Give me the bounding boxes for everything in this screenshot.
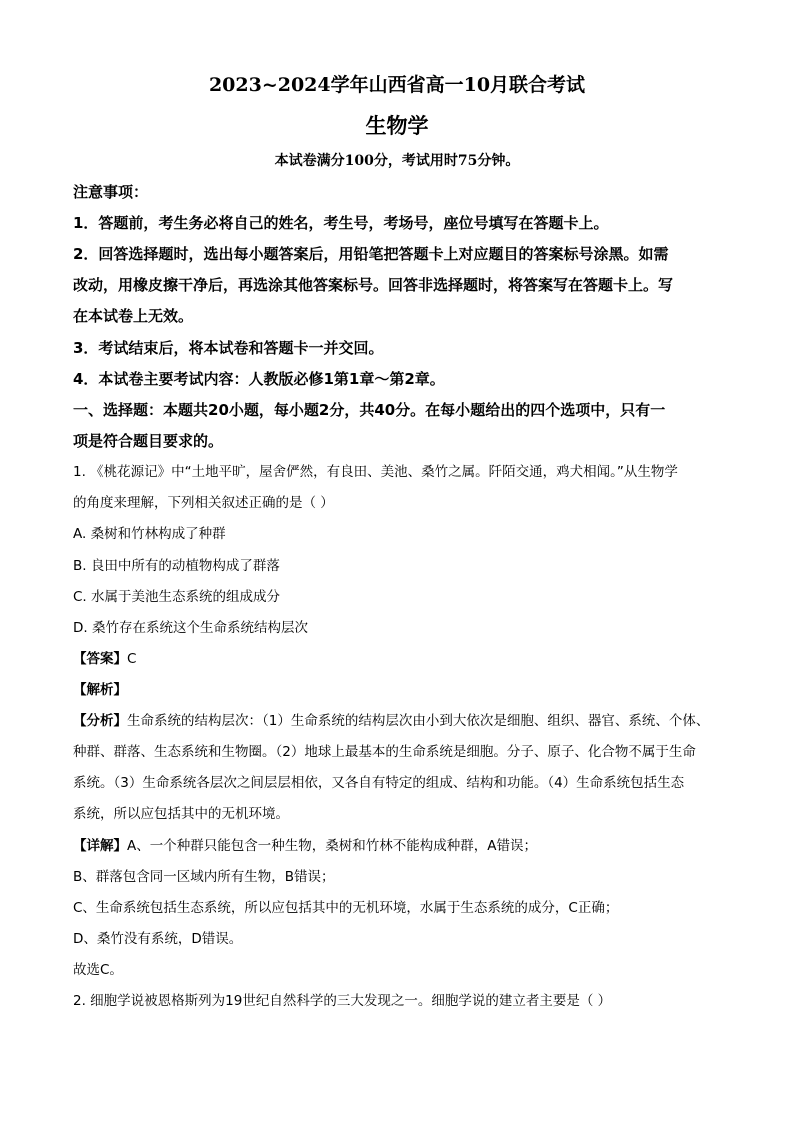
conclusion-line: 故选C。 [73,962,123,978]
exam-title: 2023~2024学年山西省高一10月联合考试 [208,74,586,96]
xiangjie-line: B、群落包含同一区域内所有生物，B错误； [73,869,335,885]
analysis-line [73,680,733,700]
xiangjie-text: A、一个种群只能包含一种生物，桑树和竹林不能构成种群，A错误； [127,838,537,854]
answer-tag: 【答案】 [73,651,127,667]
notice-line: 1．答题前，考生务必将自己的姓名，考生号，考场号，座位号填写在答题卡上。 [73,214,609,232]
option-c: C. 水属于美池生态系统的组成成分 [73,589,281,605]
question-1-stem: 1. 《桃花源记》中“土地平旷，屋舍俨然，有良田、美池、桑竹之属。阡陌交通，鸡犬相闻。”从生物学 [73,464,678,480]
fenxi-line: 系统。（3）生命系统各层次之间层层相依，又各自有特定的组成、结构和功能。（4）生命系统包括生态 [73,775,685,791]
fenxi-line [73,711,733,731]
section-heading: 一、选择题：本题共20小题，每小题2分，共40分。在每小题给出的四个选项中，只有一 [73,401,666,419]
xiangjie-line [73,836,733,856]
notice-heading: 注意事项： [73,183,149,201]
option-b: B. 良田中所有的动植物构成了群落 [73,558,280,574]
option-a: A. 桑树和竹林构成了种群 [73,526,226,542]
xiangjie-line: D、桑竹没有系统，D错误。 [73,931,243,947]
notice-line: 2．回答选择题时，选出每小题答案后，用铅笔把答题卡上对应题目的答案标号涂黑。如需 [73,245,669,263]
fenxi-tag: 【分析】 [73,713,127,729]
fenxi-line: 种群、群落、生态系统和生物圈。（2）地球上最基本的生命系统是细胞。分子、原子、化合物不属于生命 [73,744,696,760]
answer-line [73,649,733,669]
analysis-tag: 【解析】 [73,682,127,698]
notice-line: 4．本试卷主要考试内容：人教版必修1第1章～第2章。 [73,370,445,388]
exam-info: 本试卷满分100分，考试用时75分钟。 [274,153,520,169]
question-2-stem: 2. 细胞学说被恩格斯列为19世纪自然科学的三大发现之一。细胞学说的建立者主要是（ ） [73,993,612,1009]
notice-line: 改动，用橡皮擦干净后，再选涂其他答案标号。回答非选择题时，将答案写在答题卡上。写 [73,276,674,294]
notice-line: 在本试卷上无效。 [73,307,194,325]
notice-line: 3．考试结束后，将本试卷和答题卡一并交回。 [73,339,384,357]
question-1-stem-cont: 的角度来理解，下列相关叙述正确的是（ ） [73,495,334,511]
answer-value: C [127,651,137,667]
subject-title: 生物学 [365,113,429,138]
option-d: D. 桑竹存在系统这个生命系统结构层次 [73,620,308,636]
section-heading-cont: 项是符合题目要求的。 [73,432,224,450]
xiangjie-line: C、生命系统包括生态系统，所以应包括其中的无机环境，水属于生态系统的成分，C正确； [73,900,619,916]
fenxi-text: 生命系统的结构层次：（1）生命系统的结构层次由小到大依次是细胞、组织、器官、系统、个体、 [127,713,710,729]
fenxi-line: 系统，所以应包括其中的无机环境。 [73,806,289,822]
xiangjie-tag: 【详解】 [73,838,127,854]
